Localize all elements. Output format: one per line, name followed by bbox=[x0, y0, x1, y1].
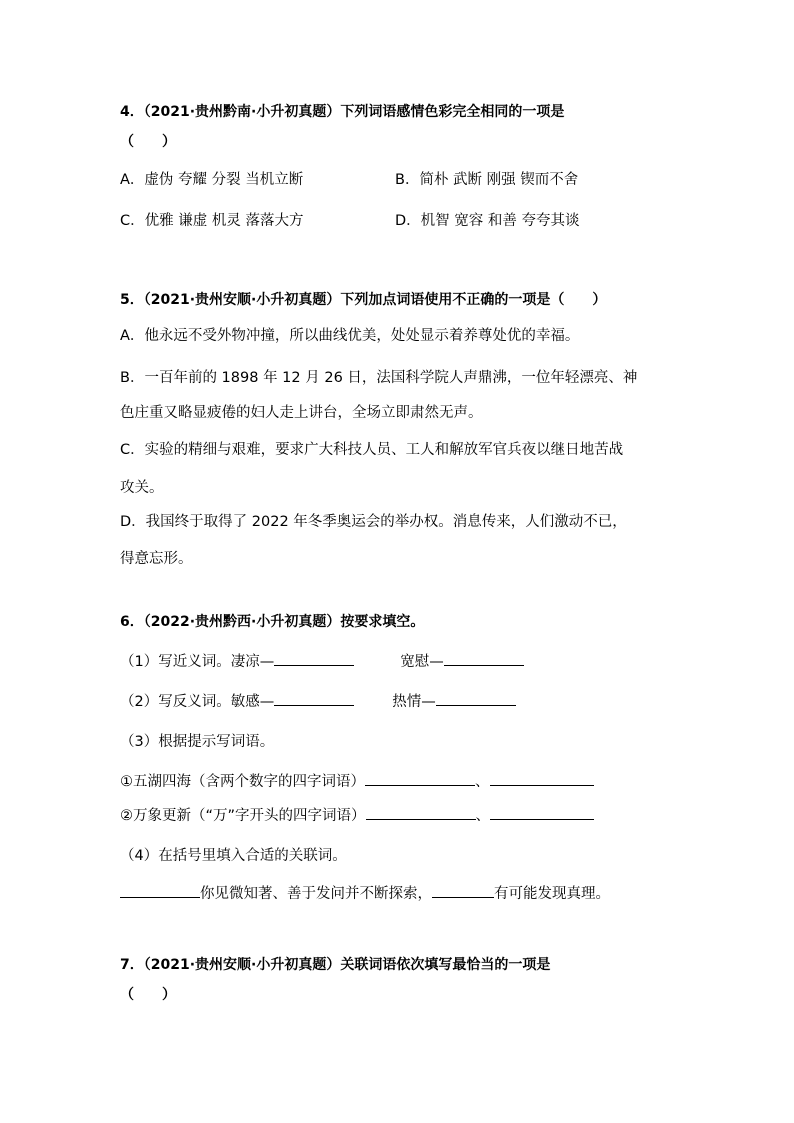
q6-part4-mid: 你见微知著、善于发问并不断探索， bbox=[200, 886, 432, 902]
q6-part2-blank-b[interactable] bbox=[436, 690, 516, 706]
q6-part4-blank-b[interactable] bbox=[432, 882, 494, 898]
q6-part1-label-b: 宽慰— bbox=[400, 654, 444, 670]
q6-part3-item2 bbox=[120, 804, 594, 826]
q6-part2-label: （2）写反义词。敏感— bbox=[120, 694, 275, 710]
q6-part3-item1-text: ①五湖四海（含两个数字的四字词语） bbox=[120, 774, 365, 790]
q6-part4-blank-a[interactable] bbox=[120, 882, 200, 898]
q5-title: 5．（2021·贵州安顺·小升初真题）下列加点词语使用不正确的一项是（ ） bbox=[120, 292, 607, 308]
q4-option-d: D．机智 宽容 和善 夸夸其谈 bbox=[395, 213, 580, 229]
q5-option-c-line2: 攻关。 bbox=[120, 480, 164, 496]
q5-option-d-line2: 得意忘形。 bbox=[120, 551, 193, 567]
q4-answer-paren: （ ） bbox=[120, 134, 176, 150]
q6-part3-item1-blank-a[interactable] bbox=[365, 770, 475, 786]
q6-part3-item1-sep: 、 bbox=[475, 774, 490, 790]
q6-part4-label: （4）在括号里填入合适的关联词。 bbox=[120, 848, 347, 864]
q6-part1-label: （1）写近义词。凄凉— bbox=[120, 654, 275, 670]
q6-part1 bbox=[120, 650, 524, 672]
q4-option-c: C．优雅 谦虚 机灵 落落大方 bbox=[120, 213, 304, 229]
q6-part3-item2-blank-a[interactable] bbox=[366, 804, 476, 820]
q6-part3-item2-sep: 、 bbox=[475, 808, 491, 824]
q6-part3-item2-text: ②万象更新（“万”字开头的四字词语） bbox=[120, 808, 366, 824]
q7-title: 7．（2021·贵州安顺·小升初真题）关联词语依次填写最恰当的一项是 bbox=[120, 957, 551, 973]
q6-part3-item1 bbox=[120, 770, 594, 792]
q4-option-b: B．简朴 武断 刚强 锲而不舍 bbox=[395, 172, 579, 188]
q6-part2-label-b: 热情— bbox=[392, 694, 436, 710]
q6-part2 bbox=[120, 690, 516, 712]
q6-part3-label: （3）根据提示写词语。 bbox=[120, 734, 275, 750]
q6-part2-blank-a[interactable] bbox=[274, 690, 354, 706]
q4-option-a: A．虚伪 夸耀 分裂 当机立断 bbox=[120, 172, 304, 188]
q5-option-d-line1: D．我国终于取得了 2022 年冬季奥运会的举办权。消息传来，人们激动不已， bbox=[120, 514, 627, 530]
q5-option-b-line2: 色庄重又略显疲倦的妇人走上讲台，全场立即肃然无声。 bbox=[120, 405, 483, 421]
q6-part3-item2-blank-b[interactable] bbox=[490, 804, 594, 820]
q6-part4-sentence bbox=[120, 882, 610, 904]
q7-answer-paren: （ ） bbox=[120, 987, 176, 1003]
q6-title: 6．（2022·贵州黔西·小升初真题）按要求填空。 bbox=[120, 614, 425, 630]
q6-part1-blank-b[interactable] bbox=[444, 650, 524, 666]
q5-option-a: A．他永远不受外物冲撞，所以曲线优美，处处显示着养尊处优的幸福。 bbox=[120, 328, 580, 344]
q6-part4-end: 有可能发现真理。 bbox=[494, 886, 610, 902]
q4-title: 4．（2021·贵州黔南·小升初真题）下列词语感情色彩完全相同的一项是 bbox=[120, 104, 565, 120]
q5-option-b-line1: B．一百年前的 1898 年 12 月 26 日，法国科学院人声鼎沸，一位年轻漂亮、神 bbox=[120, 370, 638, 386]
q5-option-c-line1: C．实验的精细与艰难，要求广大科技人员、工人和解放军官兵夜以继日地苦战 bbox=[120, 442, 624, 458]
q6-part1-blank-a[interactable] bbox=[274, 650, 354, 666]
q6-part3-item1-blank-b[interactable] bbox=[490, 770, 594, 786]
